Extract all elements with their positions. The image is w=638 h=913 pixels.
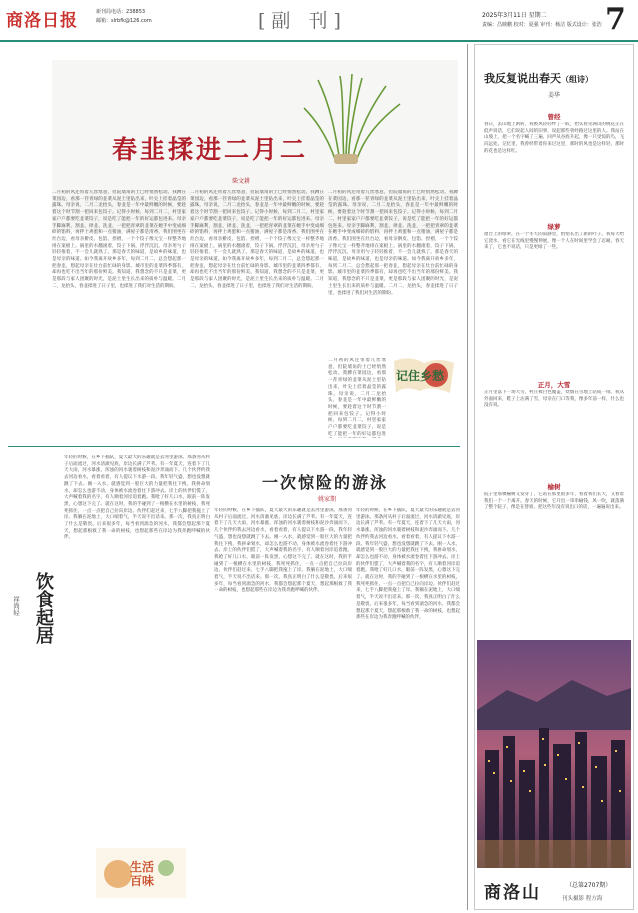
page-number: 7: [605, 2, 626, 37]
emblem-title: 商洛山: [484, 883, 541, 903]
column-label: 饮食起居: [33, 572, 54, 644]
city-night-photo: [477, 640, 631, 868]
issue-date: 2025年3月11日 星期二: [482, 12, 547, 19]
poem-4-text: 院子里那棵榆树又发芽了，它站在那里很多年，看着我们长大，又看着我们一个一个离开。春天的时候，它开出一串串榆钱，风一吹，就落满了整个院子，像是在替谁，把这些年没有说出口的话，一遍遍说出来。: [484, 492, 624, 511]
main-article-col-3b: 二月初的风还带着几丝寒意，但院墙角的土已经悄然松动。我蹲在菜园边，看那一茬青绿的韭菜从泥土里钻出来，叶尖上挂着晶莹的露珠。母亲说，二月二龙抬头，春韭是一年中最鲜嫩的时候，要趁着这个时节割一把回来包饺子。记得小时候，每到二月二，村里家家户户都要吃韭菜饺子，说是吃了能把一年的好运都包进: [328, 358, 386, 437]
main-article-col-3: 二月初的风还带着几丝寒意，但院墙角的土已经悄然松动。我蹲在菜园边，看那一茬青绿的韭菜从泥土里钻出来，叶尖上挂着晶莹的露珠。母亲说，二月二龙抬头，春韭是一年中最鲜嫩的时候，要趁着这个时节割一把回来包饺子。记得小时候，每到二月二，村里家家户户都要吃韭菜饺子，说是吃了能把一年的好运都包进来。母亲手脚麻利，割韭、择韭、洗韭，一把把青翠的韭菜在她手中变成细碎的馅料，再拌上鸡蛋和一点猪油，满屋子都是清香。我们围坐在灶台边，看母亲擀皮、包馅、捏褶，一个个饺子像元宝一样整齐地排在案板上。锅里的水翻滚着，饺子下锅，浮浮沉沉，母亲用勺子轻轻推着，不一会儿就熟了。那是春天的味道，是故乡的味道，也是母亲的味道。如今我离开故乡多年，每到二月二，总会想起那一把春韭，想起母亲在灶台前忙碌的身影。城市里的韭菜四季都有，却再也吃不出当年的那份鲜美。我知道，我想念的不只是韭菜，更是那段与家人团聚的时光，是泥土里生长出来的质朴与温暖。二月二，龙抬头，春韭揉进了日子里，也揉进了我们对生活的期盼。: [328, 190, 458, 296]
side-title-main: 我反复说出春天: [484, 72, 561, 85]
chive-illustration: [300, 70, 410, 175]
lower-article-col-1: 年轻的时候，在乡下插队，夏天最大的乐趣就是去河里游泳。那条河从村子后面流过，河水清澈见底，岸边长满了芦苇。有一年夏天，连着下了几天大雨，河水暴涨，浑浊的河水裹着树枝和泥沙奔涌而下。几个伙伴约我去河边看水，看着看着，有人提议下水游一段。我年轻气盛，想也没想就跳了下去。刚一入水，就感觉到一股巨大的力量把我往下拽，我拼命划水，却怎么也游不动，身体被水流卷着往下游冲去。岸上的伙伴们慌了，大声喊着我的名字，有人顺着河岸追着跑。我呛了好几口水，眼前一阵发黑，心想这下完了。就在这时，我的手碰到了一根横在水里的树枝，我死死抓住，一点一点把自己拉向岸边。伙伴们赶过来，七手八脚把我拖上了岸。我躺在泥地上，大口喘着气，半天说不出话来。那一次，我真正明白了什么是敬畏。后来很多年，每当看到湍急的河水，我都会想起那个夏天，想起那根救了我一命的树枝，也想起那些在岸边为我奔跑呼喊的伙伴。: [214, 508, 352, 594]
poem-4-title: 榆树: [547, 483, 561, 491]
lower-article-col-2: 年轻的时候，在乡下插队，夏天最大的乐趣就是去河里游泳。那条河从村子后面流过，河水清澈见底，岸边长满了芦苇。有一年夏天，连着下了几天大雨，河水暴涨，浑浊的河水裹着树枝和泥沙奔涌而下。几个伙伴约我去河边看水，看着看着，有人提议下水游一段。我年轻气盛，想也没想就跳了下去。刚一入水，就感觉到一股巨大的力量把我往下拽，我拼命划水，却怎么也游不动，身体被水流卷着往下游冲去。岸上的伙伴们慌了，大声喊着我的名字，有人顺着河岸追着跑。我呛了好几口水，眼前一阵发黑，心想这下完了。就在这时，我的手碰到了一根横在水里的树枝，我死死抓住，一点一点把自己拉向岸边。伙伴们赶过来，七手八脚把我拖上了岸。我躺在泥地上，大口喘着气，半天说不出话来。那一次，我真正明白了什么是敬畏。后来很多年，每当看到湍急的河水，我都会想起那个夏天，想起那根救了我一命的树枝，也想起那些在岸边为我奔跑呼喊的伙伴。: [356, 508, 460, 621]
column-label-author: 祥尚轻: [12, 596, 20, 616]
life-flavor-stamp: [96, 848, 186, 898]
newspaper-logo: 商洛日报: [6, 11, 78, 31]
poem-1-text: 春日，去山地上闲转，我被风轻轻绊了一跤，抬头看见满山的桃花正在低声说话，它们说起人间的旧事，说起那些曾经路过这里的人。我站在山坡上，把一个名字喊了三遍，回声从谷底升起，像一只受惊的鸟，飞向远处。记忆里，我曾经带着你来过这里，那时的风也是这样轻，那时的花也是这样红。: [484, 122, 624, 154]
lower-article-title: 一次惊险的游泳: [262, 473, 389, 492]
remember-hometown-stamp: [390, 355, 458, 397]
left-essay-col-1: 年轻的时候，在乡下插队，夏天最大的乐趣就是去河里游泳。那条河从村子后面流过，河水清澈见底，岸边长满了芦苇。有一年夏天，连着下了几天大雨，河水暴涨，浑浊的河水裹着树枝和泥沙奔涌而下。几个伙伴约我去河边看水，看着看着，有人提议下水游一段。我年轻气盛，想也没想就跳了下去。刚一入水，就感觉到一股巨大的力量把我往下拽，我拼命划水，却怎么也游不动，身体被水流卷着往下游冲去。岸上的伙伴们慌了，大声喊着我的名字，有人顺着河岸追着跑。我呛了好几口水，眼前一阵发黑，心想这下完了。就在这时，我的手碰到了一根横在水里的树枝，我死死抓住，一点一点把自己拉向岸边。伙伴们赶过来，七手八脚把我拖上了岸。我躺在泥地上，大口喘着气，半天说不出话来。那一次，我真正明白了什么是敬畏。后来很多年，每当看到湍急的河水，我都会想起那个夏天，想起那根救了我一命的树枝，也想起那些在岸边为我奔跑呼喊的伙伴。: [64, 455, 210, 541]
side-title: [484, 70, 593, 86]
poem-3-title: 正月，大雪: [537, 381, 571, 389]
column-divider: [467, 44, 468, 910]
poem-3-text: 正月里落下一场大雪，村庄被白色覆盖，炊烟在雪地上站成一排。我从外面回来，鞋子上沾满了雪，母亲在门口等我，像多年前一样，什么也没有说。: [484, 390, 624, 409]
header-phone: 新刊局电话：238853: [96, 9, 146, 15]
section-title: [副 刊]: [258, 10, 347, 32]
poem-2-title: 绿萝: [547, 223, 561, 231]
side-title-suffix: （组诗）: [561, 74, 593, 84]
lower-article-author: 姚家期: [318, 496, 337, 503]
photo-caption: 刊头摄影 程方海: [562, 896, 603, 902]
section-divider: [8, 446, 460, 447]
poem-1-title: 曾经: [547, 113, 561, 121]
main-article-title: 春韭揉进二月二: [112, 135, 309, 164]
main-article-col-2: 二月初的风还带着几丝寒意，但院墙角的土已经悄然松动。我蹲在菜园边，看那一茬青绿的韭菜从泥土里钻出来，叶尖上挂着晶莹的露珠。母亲说，二月二龙抬头，春韭是一年中最鲜嫩的时候，要趁着这个时节割一把回来包饺子。记得小时候，每到二月二，村里家家户户都要吃韭菜饺子，说是吃了能把一年的好运都包进来。母亲手脚麻利，割韭、择韭、洗韭，一把把青翠的韭菜在她手中变成细碎的馅料，再拌上鸡蛋和一点猪油，满屋子都是清香。我们围坐在灶台边，看母亲擀皮、包馅、捏褶，一个个饺子像元宝一样整齐地排在案板上。锅里的水翻滚着，饺子下锅，浮浮沉沉，母亲用勺子轻轻推着，不一会儿就熟了。那是春天的味道，是故乡的味道，也是母亲的味道。如今我离开故乡多年，每到二月二，总会想起那一把春韭，想起母亲在灶台前忙碌的身影。城市里的韭菜四季都有，却再也吃不出当年的那份鲜美。我知道，我想念的不只是韭菜，更是那段与家人团聚的时光，是泥土里生长出来的质朴与温暖。二月二，龙抬头，春韭揉进了日子里，也揉进了我们对生活的期盼。: [190, 190, 324, 289]
main-article-author: 柴文耕: [232, 178, 251, 185]
life-stamp-text: 生活百味: [130, 860, 155, 888]
remember-stamp-text: 记住乡愁: [396, 369, 445, 383]
header-email: 邮箱：slrbfk@126.com: [96, 18, 152, 24]
editor-credits: 责编：昌映鹏 校对：夏强 审刊：杨洁 版式设计：张浩: [482, 22, 602, 28]
main-article-col-1: 二月初的风还带着几丝寒意，但院墙角的土已经悄然松动。我蹲在菜园边，看那一茬青绿的韭菜从泥土里钻出来，叶尖上挂着晶莹的露珠。母亲说，二月二龙抬头，春韭是一年中最鲜嫩的时候，要趁着这个时节割一把回来包饺子。记得小时候，每到二月二，村里家家户户都要吃韭菜饺子，说是吃了能把一年的好运都包进来。母亲手脚麻利，割韭、择韭、洗韭，一把把青翠的韭菜在她手中变成细碎的馅料，再拌上鸡蛋和一点猪油，满屋子都是清香。我们围坐在灶台边，看母亲擀皮、包馅、捏褶，一个个饺子像元宝一样整齐地排在案板上。锅里的水翻滚着，饺子下锅，浮浮沉沉，母亲用勺子轻轻推着，不一会儿就熟了。那是春天的味道，是故乡的味道，也是母亲的味道。如今我离开故乡多年，每到二月二，总会想起那一把春韭，想起母亲在灶台前忙碌的身影。城市里的韭菜四季都有，却再也吃不出当年的那份鲜美。我知道，我想念的不只是韭菜，更是那段与家人团聚的时光，是泥土里生长出来的质朴与温暖。二月二，龙抬头，春韭揉进了日子里，也揉进了我们对生活的期盼。: [52, 190, 186, 289]
emblem-issue: （总第2707期）: [566, 882, 612, 889]
poem-2-text: 窗台上的绿萝，在一个冬天的寂静里，悄悄长出了新的叶子。我每天给它浇水，看它在光线里慢慢伸展，像一个人在时间里学会了忍耐。春天来了，它也不说话，只是更绿了一些。: [484, 232, 624, 251]
side-author: 姜华: [548, 92, 561, 99]
